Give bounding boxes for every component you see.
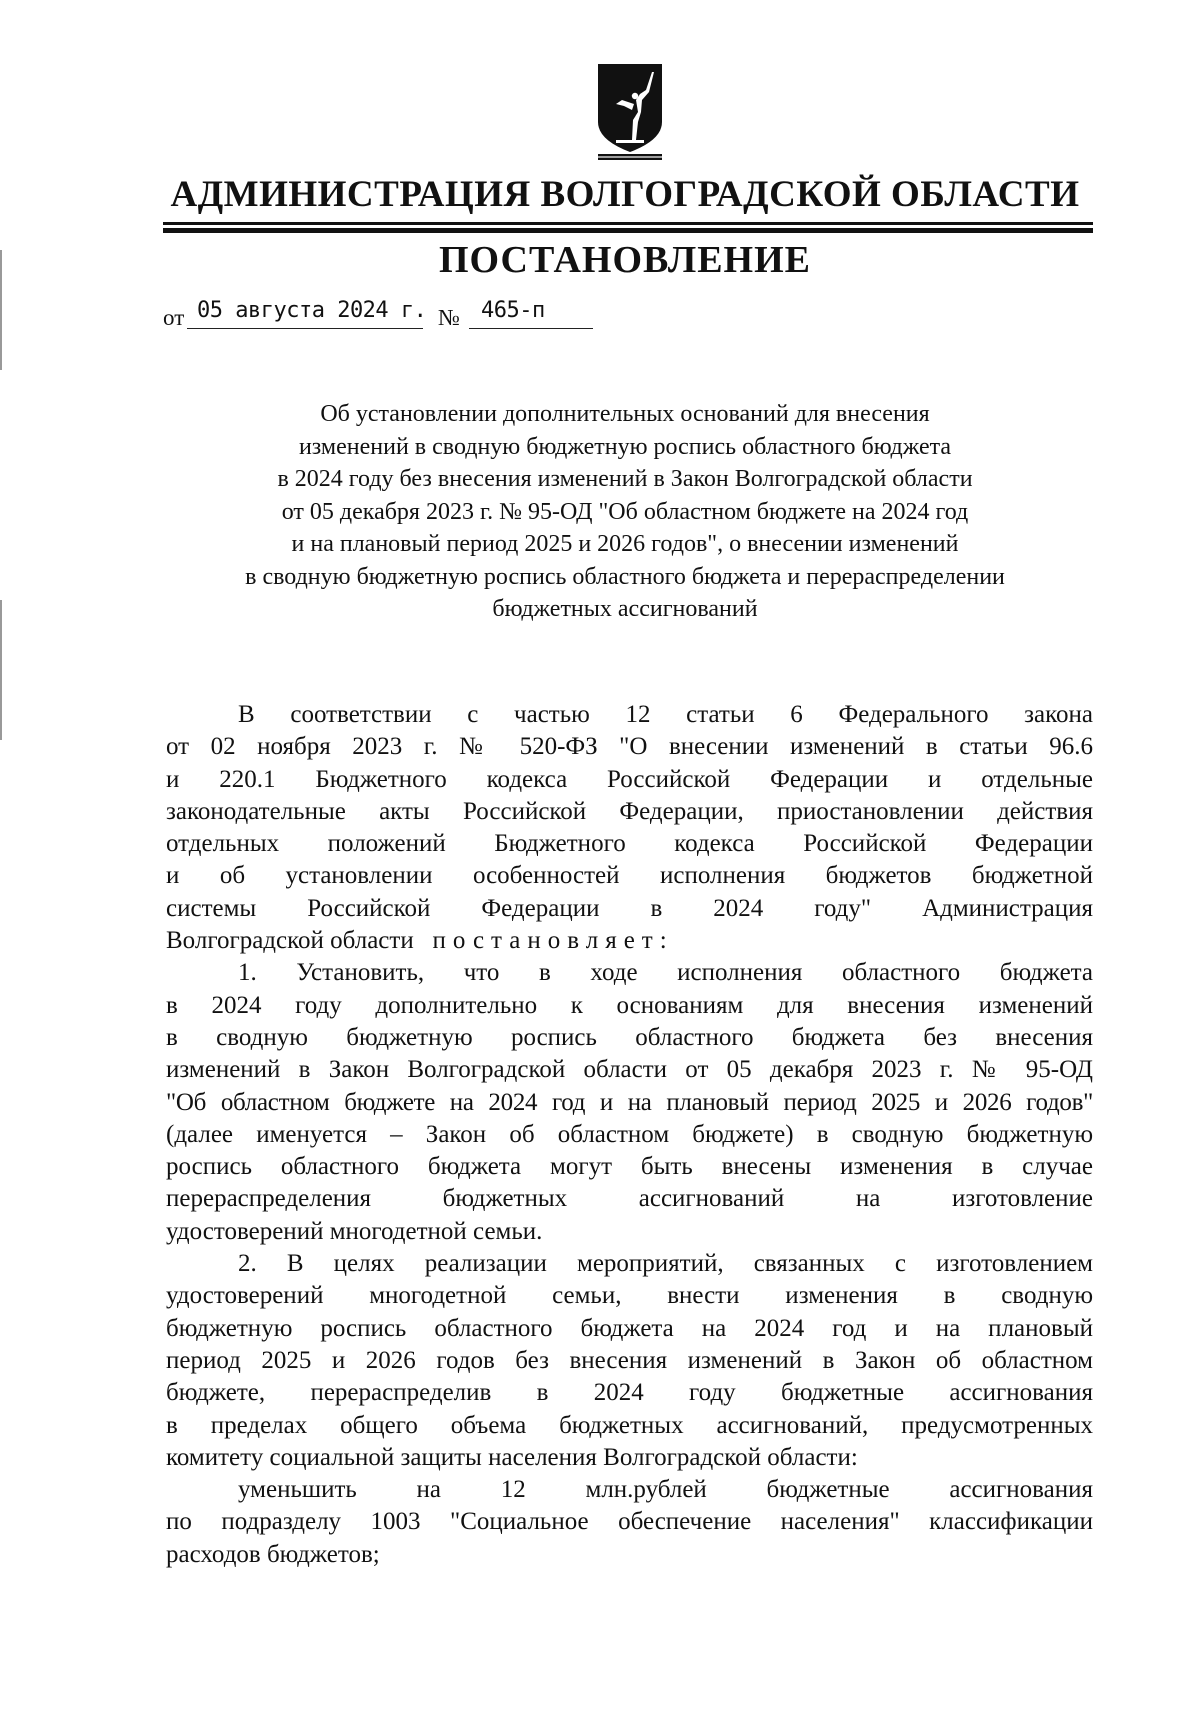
organization-title: АДМИНИСТРАЦИЯ ВОЛГОГРАДСКОЙ ОБЛАСТИ (170, 174, 1080, 215)
body-line: по подразделу 1003 "Социальное обеспечение населения" классификации (166, 1508, 1093, 1536)
subject-line: от 05 декабря 2023 г. № 95-ОД "Об областном бюджете на 2024 год (281, 498, 969, 525)
document-type-title: ПОСТАНОВЛЕНИЕ (438, 239, 812, 281)
body-line: В соответствии с частью 12 статьи 6 Федерального закона (238, 701, 1093, 728)
body-line: перераспределения бюджетных ассигнований на изготовление (166, 1185, 1093, 1213)
body-line: 2. В целях реализации мероприятий, связанных с изготовлением (238, 1250, 1093, 1278)
document-number: 465-п (481, 298, 545, 323)
body-line: от 02 ноября 2023 г. № 520-ФЗ "О внесении изменений в статьи 96.6 (166, 733, 1093, 761)
subject-line: изменений в сводную бюджетную роспись областного бюджета (298, 433, 952, 460)
body-line: 1. Установить, что в ходе исполнения областного бюджета (238, 959, 1093, 987)
body-line: период 2025 и 2026 годов без внесения изменений в Закон об областном (166, 1346, 1093, 1374)
body-line: удостоверений многодетной семьи, внести изменения в сводную (166, 1282, 1093, 1310)
scan-margin-mark (0, 600, 2, 740)
scan-margin-mark (0, 250, 2, 370)
document-date: 05 августа 2024 г. (197, 298, 427, 323)
body-line: комитету социальной защиты населения Волгоградской области: (166, 1443, 858, 1471)
header-divider-thin (163, 222, 1093, 225)
body-line: в пределах общего объема бюджетных ассигнований, предусмотренных (166, 1411, 1093, 1439)
body-line: законодательные акты Российской Федерации, приостановлении действия (166, 797, 1093, 825)
preamble-tail: Волгоградской области (166, 927, 414, 955)
document-body (166, 699, 1093, 1571)
body-line: уменьшить на 12 млн.рублей бюджетные ассигнования (238, 1476, 1093, 1504)
document-subject (160, 398, 1090, 626)
body-line: в 2024 году дополнительно к основаниям для внесения изменений (166, 991, 1093, 1019)
body-line (166, 925, 1093, 957)
number-underline (469, 328, 593, 329)
body-line: "Об областном бюджете на 2024 год и на плановый период 2025 и 2026 годов" (166, 1088, 1093, 1116)
body-line: системы Российской Федерации в 2024 году" Администрация (166, 894, 1093, 922)
body-line: (далее именуется – Закон об областном бюджете) в сводную бюджетную (166, 1120, 1093, 1148)
body-line: роспись областного бюджета могут быть внесены изменения в случае (166, 1153, 1093, 1181)
header-divider-thick (163, 228, 1093, 233)
body-line: удостоверений многодетной семьи. (166, 1217, 543, 1245)
subject-line: в 2024 году без внесения изменений в Закон Волгоградской области (277, 466, 973, 492)
body-line: и об установлении особенностей исполнения бюджетов бюджетной (166, 862, 1093, 890)
body-line: отдельных положений Бюджетного кодекса Российской Федерации (166, 830, 1093, 858)
body-line: бюджетную роспись областного бюджета на 2024 год и на плановый (166, 1314, 1093, 1342)
body-line: в сводную бюджетную роспись областного бюджета без внесения (166, 1023, 1093, 1051)
body-line: бюджете, перераспределив в 2024 году бюджетные ассигнования (166, 1379, 1093, 1407)
subject-line: и на плановый период 2025 и 2026 годов", о внесении изменений (291, 531, 959, 557)
body-line: расходов бюджетов; (166, 1540, 380, 1568)
subject-line: в сводную бюджетную роспись областного бюджета и перераспределении (245, 563, 1005, 590)
from-label: от (163, 305, 185, 330)
subject-line: бюджетных ассигнований (492, 596, 758, 622)
number-label: № (438, 305, 460, 330)
body-line: изменений в Закон Волгоградской области от 05 декабря 2023 г. № 95-ОД (166, 1056, 1093, 1084)
decree-word: постановляет: (432, 927, 674, 955)
body-line: и 220.1 Бюджетного кодекса Российской Федерации и отдельные (166, 765, 1093, 793)
coat-of-arms-icon (594, 60, 666, 160)
subject-line: Об установлении дополнительных оснований для внесения (320, 401, 930, 427)
date-underline (187, 328, 423, 329)
